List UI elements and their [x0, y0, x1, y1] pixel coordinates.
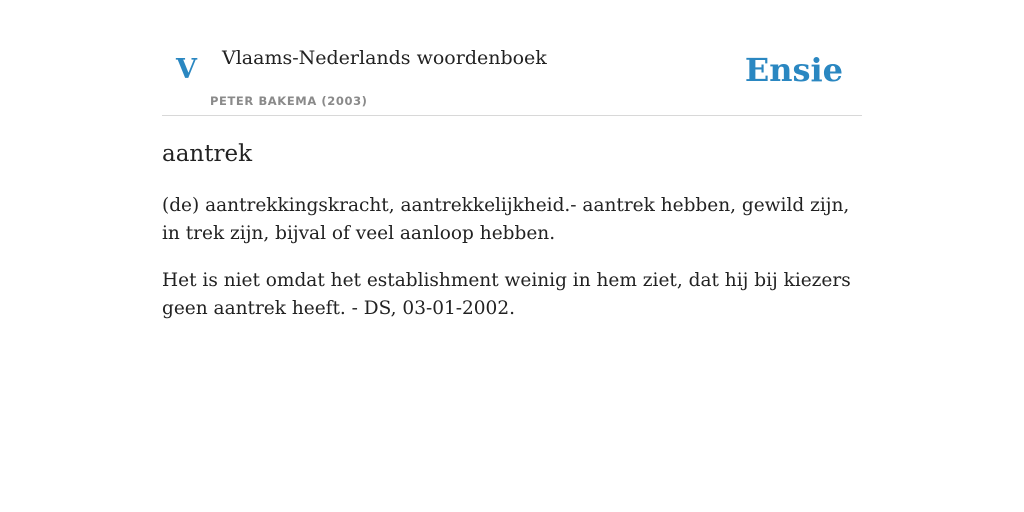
page-container [162, 0, 862, 319]
entry-headword: aantrek [162, 141, 253, 167]
dictionary-header [162, 0, 862, 116]
dictionary-title[interactable]: Vlaams-Nederlands woordenboek [222, 47, 547, 69]
dictionary-author: PETER BAKEMA (2003) [210, 94, 368, 108]
entry-definition: (de) aantrekkingskracht, aantrekkelijkheid.- aantrek hebben, gewild zijn, in trek zijn, bijval of veel aanloop hebben. [162, 195, 850, 244]
dictionary-logo-letter[interactable]: V [176, 54, 197, 85]
entry-example: Het is niet omdat het establishment weinig in hem ziet, dat hij bij kiezers geen aantrek heeft. - DS, 03-01-2002. [162, 270, 851, 319]
ensie-logo-link[interactable]: Ensie [744, 51, 843, 89]
